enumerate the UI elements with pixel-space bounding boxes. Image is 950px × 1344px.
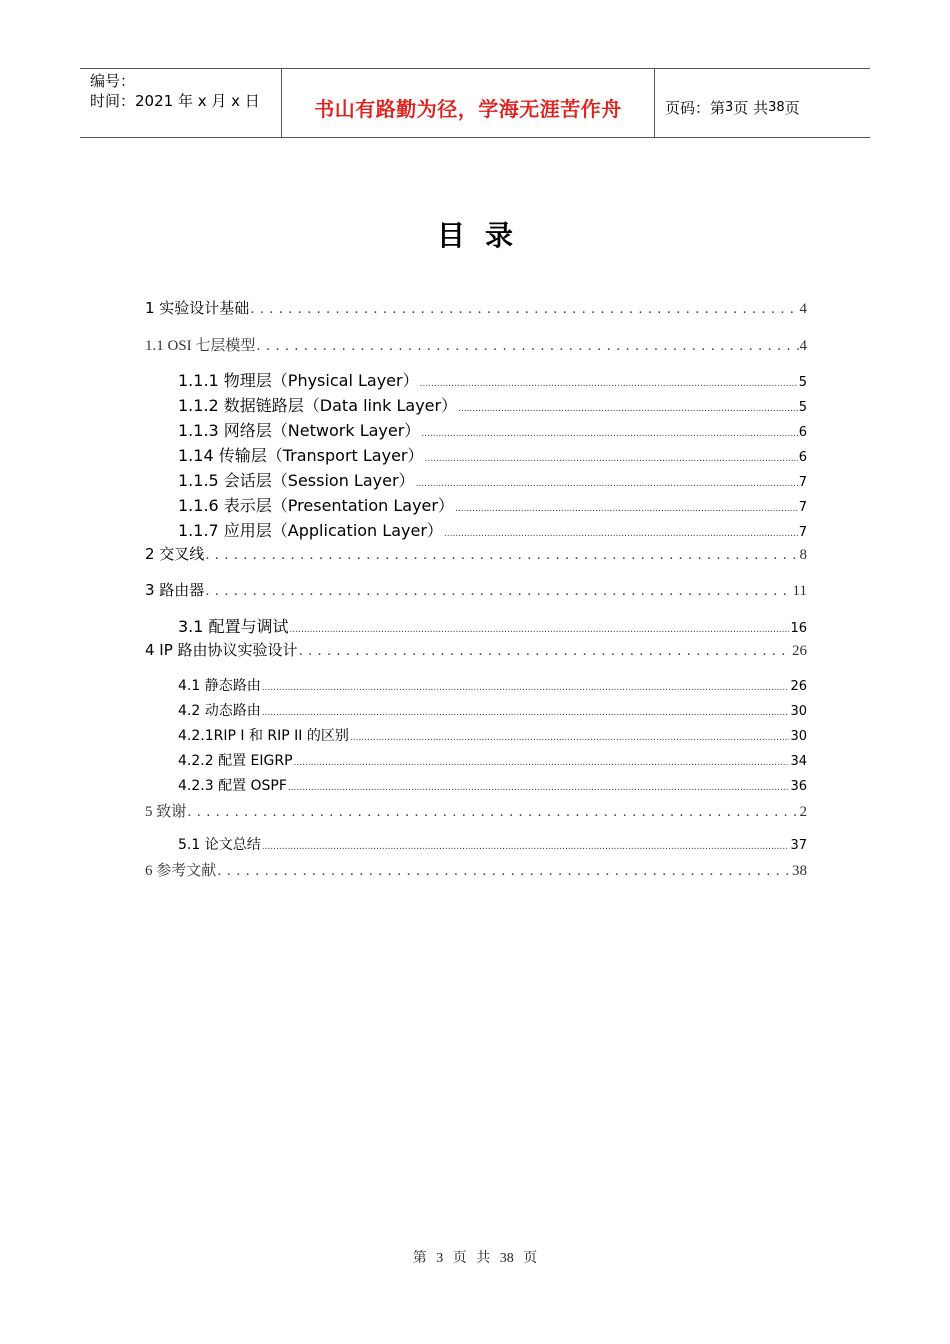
toc-entry[interactable]	[178, 443, 807, 466]
toc-entry-label: 4.2.1RIP I 和 RIP II 的区别	[178, 728, 349, 744]
header-meta-cell	[80, 69, 282, 137]
toc-entry-label: 6 参考文献	[145, 863, 217, 879]
toc-entry[interactable]	[178, 725, 807, 745]
toc-entry[interactable]	[145, 859, 807, 880]
page-footer: 第 3 页 共 38 页	[412, 1251, 538, 1266]
header-page-mid: 页 共	[733, 98, 769, 117]
toc-leader-dots	[455, 504, 798, 514]
toc-leader-dots	[421, 429, 797, 439]
toc-entry-page: 7	[798, 500, 807, 515]
toc-entry-label: 5 致谢	[145, 804, 187, 820]
toc-entry[interactable]	[178, 775, 807, 795]
toc-entry-label: 1.1.1 物理层（Physical Layer）	[178, 371, 419, 390]
toc-entry[interactable]	[145, 639, 807, 660]
toc-entry-page: 38	[792, 863, 807, 879]
toc-entry[interactable]	[178, 750, 807, 770]
toc-leader-dots	[425, 454, 798, 464]
header-page-cell	[655, 69, 870, 137]
toc-entry-label: 3 路由器	[145, 581, 205, 599]
toc-entry-label: 1.1.7 应用层（Application Layer）	[178, 521, 443, 540]
toc-leader-dots	[288, 783, 790, 793]
toc-leader-dots	[294, 758, 790, 768]
toc-entry-page: 30	[790, 704, 807, 719]
toc-entry[interactable]	[178, 468, 807, 491]
toc-entry-page: 30	[790, 729, 807, 744]
toc-entry[interactable]	[178, 834, 807, 854]
toc-entry[interactable]	[178, 418, 807, 441]
toc-entry-page: 4	[799, 338, 807, 354]
toc-leader-dots	[205, 548, 798, 563]
toc-entry-page: 8	[799, 547, 807, 563]
toc-entry-page: 5	[798, 375, 807, 390]
toc-leader-dots	[262, 842, 790, 852]
toc-leader-dots	[416, 479, 798, 489]
toc-entry-page: 11	[792, 583, 807, 599]
toc-entry[interactable]	[178, 368, 807, 391]
toc-entry-label: 1.1 OSI 七层模型	[145, 338, 256, 354]
toc-entry-label: 4.1 静态路由	[178, 678, 261, 694]
document-number-label: 编号：	[90, 72, 136, 90]
header-motto-cell	[282, 69, 655, 137]
toc-entry[interactable]	[178, 393, 807, 416]
toc-entry-label: 1.1.2 数据链路层（Data link Layer）	[178, 396, 458, 415]
toc-entry-page: 6	[798, 450, 807, 465]
toc-entry-label: 1.14 传输层（Transport Layer）	[178, 446, 424, 465]
header-page-current: 3	[725, 99, 734, 115]
toc-entry[interactable]	[178, 493, 807, 516]
toc-entry-page: 26	[792, 643, 807, 659]
toc-entry-label: 3.1 配置与调试	[178, 617, 289, 636]
toc-leader-dots	[217, 864, 791, 879]
toc-leader-dots	[444, 529, 798, 539]
document-date: 时间：2021 年 x 月 x 日	[90, 92, 260, 110]
toc-leader-dots	[250, 302, 798, 317]
toc-entry-label: 4 IP 路由协议实验设计	[145, 641, 298, 659]
toc-entry[interactable]	[178, 614, 807, 637]
header-page-suffix: 页	[784, 98, 800, 117]
toc-entry[interactable]	[145, 579, 807, 600]
toc-entry-page: 16	[790, 621, 807, 636]
toc-entry-label: 1.1.3 网络层（Network Layer）	[178, 421, 421, 440]
toc-entry-label: 1 实验设计基础	[145, 299, 250, 317]
toc-entry-label: 5.1 论文总结	[178, 837, 261, 853]
toc-entry-label: 2 交叉线	[145, 545, 205, 563]
toc-leader-dots	[187, 805, 798, 820]
toc-entry-page: 36	[790, 779, 807, 794]
toc-leader-dots	[458, 404, 798, 414]
toc-entry-page: 37	[790, 838, 807, 853]
toc-entry-page: 7	[798, 525, 807, 540]
toc-leader-dots	[290, 625, 790, 635]
toc-entry[interactable]	[145, 543, 807, 564]
toc-entry-page: 4	[799, 301, 807, 317]
toc-entry-page: 34	[790, 754, 807, 769]
toc-entry-label: 4.2 动态路由	[178, 703, 261, 719]
toc-leader-dots	[205, 584, 791, 599]
toc-leader-dots	[350, 733, 790, 743]
toc-entry[interactable]	[145, 334, 807, 355]
toc-entry[interactable]	[178, 675, 807, 695]
toc-entry[interactable]	[178, 700, 807, 720]
toc-entry-page: 26	[790, 679, 807, 694]
toc-entry-page: 2	[799, 804, 807, 820]
toc-entry-page: 5	[798, 400, 807, 415]
header-page-prefix: 页码：第	[665, 98, 726, 117]
toc-leader-dots	[420, 379, 798, 389]
header-motto: 书山有路勤为径，学海无涯苦作舟	[314, 96, 622, 121]
toc-entry[interactable]	[178, 518, 807, 541]
toc-title: 目录	[436, 219, 533, 252]
page-header	[80, 68, 870, 138]
toc-leader-dots	[256, 339, 798, 354]
toc-entry[interactable]	[145, 297, 807, 318]
toc-entry-label: 1.1.6 表示层（Presentation Layer）	[178, 496, 454, 515]
toc-leader-dots	[299, 644, 791, 659]
toc-leader-dots	[262, 683, 790, 693]
toc-entry-label: 4.2.3 配置 OSPF	[178, 778, 287, 794]
toc-entry-page: 6	[798, 425, 807, 440]
header-page-total: 38	[768, 99, 785, 115]
toc-entry-label: 1.1.5 会话层（Session Layer）	[178, 471, 415, 490]
toc-entry-label: 4.2.2 配置 EIGRP	[178, 753, 293, 769]
toc-entry[interactable]	[145, 800, 807, 821]
toc-entry-page: 7	[798, 475, 807, 490]
toc-leader-dots	[262, 708, 790, 718]
